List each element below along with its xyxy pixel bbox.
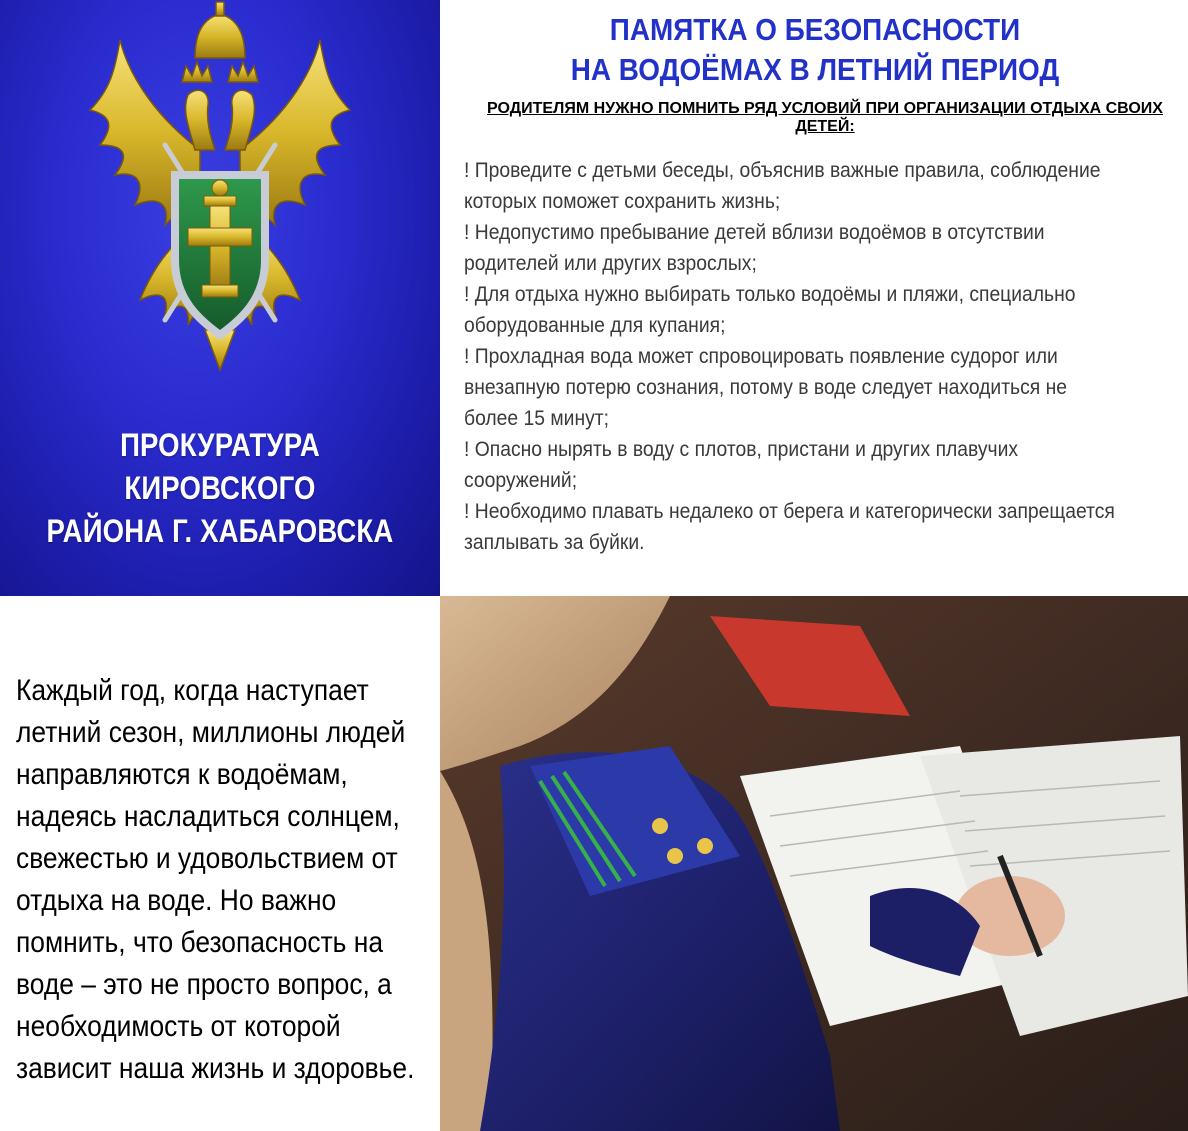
prosecutor-emblem-icon (70, 0, 370, 400)
safety-rule: ! Опасно нырять в воду с плотов, пристани и других плавучих сооружений; (464, 438, 1019, 492)
org-name-line-2: КИРОВСКОГО (124, 470, 316, 506)
photo-illustration (440, 596, 1188, 1131)
memo-title-line-2: НА ВОДОЁМАХ В ЛЕТНИЙ ПЕРИОД (570, 52, 1060, 87)
prosecutor-office-name (31, 424, 409, 553)
org-name-line-3: РАЙОНА Г. ХАБАРОВСКА (46, 513, 394, 549)
safety-rule: ! Необходимо плавать недалеко от берега и категорически запрещается заплывать за буйки. (464, 500, 1115, 554)
safety-memo (446, 0, 1184, 596)
intro-paragraph: Каждый год, когда наступает летний сезон, миллионы людей направляются к водоёмам, надеясь насладиться солнцем, свежестью и удовольствием от отдыха на воде. Но важно помнить, что безопасность на воде – это не просто вопрос, а необходимость от которой зависит наша жизнь и здоровье. (16, 674, 415, 1085)
safety-rule: ! Проведите с детьми беседы, объяснив важные правила, соблюдение которых поможет сохранить жизнь; (464, 159, 1101, 213)
safety-rule: ! Прохладная вода может спровоцировать появление судорог или внезапную потерю сознания, потому в воде следует находиться не более 15 минут; (464, 345, 1068, 430)
safety-rules-list (464, 155, 1126, 558)
org-name-line-1: ПРОКУРАТУРА (120, 427, 320, 463)
safety-rule: ! Недопустимо пребывание детей вблизи водоёмов в отсутствии родителей или других взрослых; (464, 221, 1045, 275)
safety-rule: ! Для отдыха нужно выбирать только водоёмы и пляжи, специально оборудованные для купания; (464, 283, 1076, 337)
memo-title-line-1: ПАМЯТКА О БЕЗОПАСНОСТИ (609, 12, 1021, 47)
prosecutor-writing-photo (440, 596, 1188, 1131)
memo-subtitle: РОДИТЕЛЯМ НУЖНО ПОМНИТЬ РЯД УСЛОВИЙ ПРИ ОРГАНИЗАЦИИ ОТДЫХА СВОИХ ДЕТЕЙ: (487, 100, 1163, 135)
memo-title (483, 10, 1147, 90)
prosecutor-office-banner (0, 0, 440, 596)
